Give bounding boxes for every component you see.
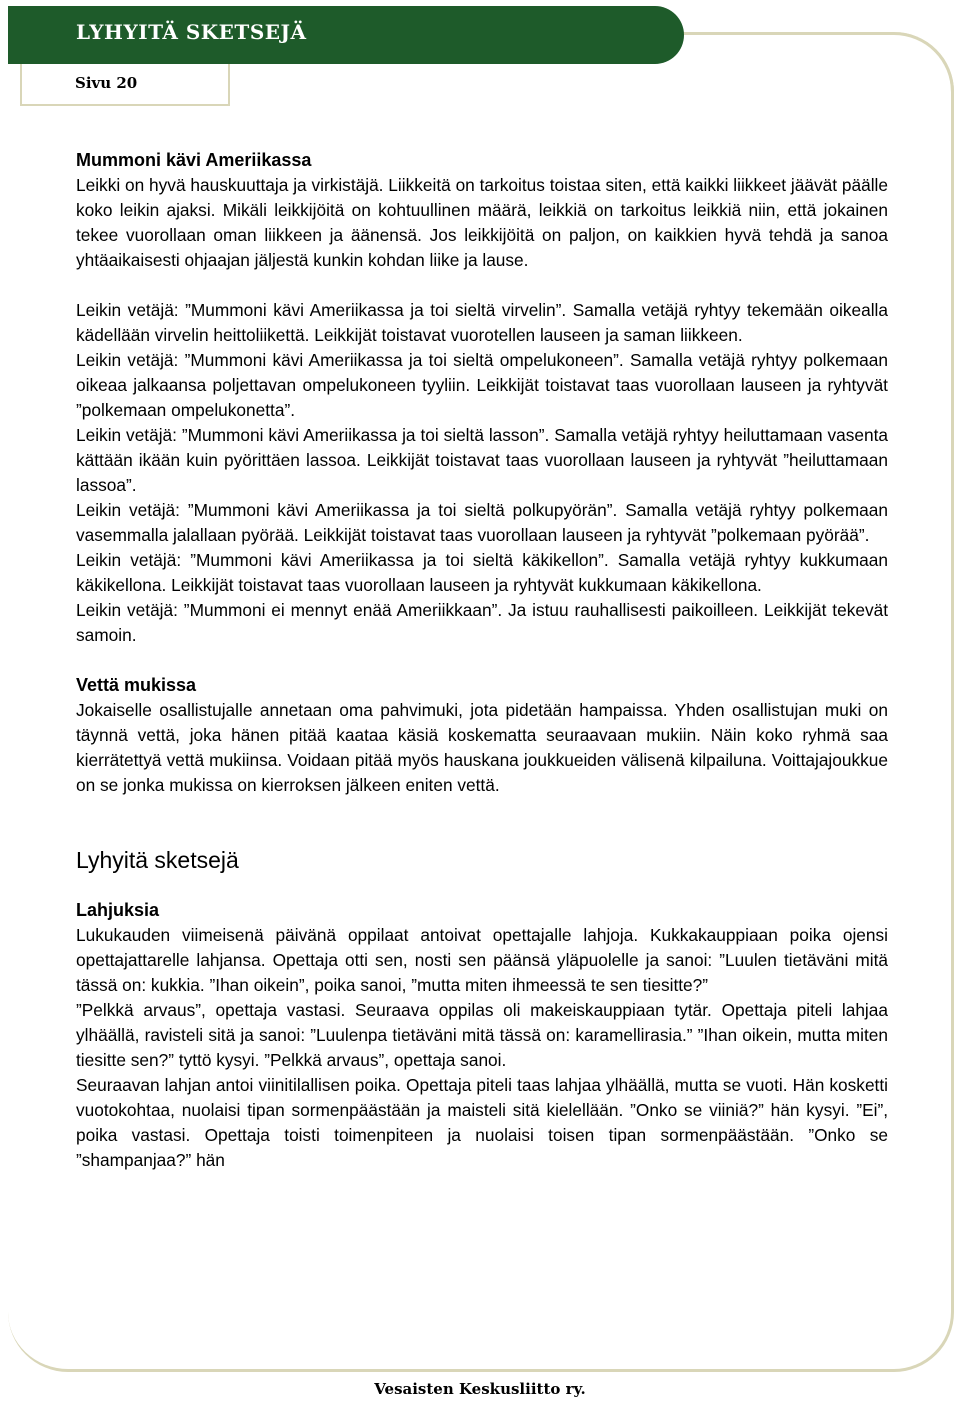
paragraph: Leikin vetäjä: ”Mummoni kävi Ameriikassa ja toi sieltä lasson”. Samalla vetäjä ryhtyy heiluttamaan vasenta kättään ikään kuin pyörittäen lassoa. Leikkijät toistavat taas vuorollaan lauseen ja ryhtyvät ”heiluttamaan lassoa”.: [76, 425, 888, 495]
paragraph: Leikki on hyvä hauskuuttaja ja virkistäjä. Liikkeitä on tarkoitus toistaa siten, että kaikki liikkeet jäävät päälle koko leikin ajaksi. Mikäli leikkijöitä on kohtuullinen määrä, leikkiä on tarkoitus leikkiä niin, että jokainen tekee vuorollaan oman liikkeen ja äänensä. Jos leikkijöitä on paljon, on kaikkien hyvä tehdä ja sanoa yhtäaikaisesti ohjaajan jäljestä kunkin kohdan liike ja lause.: [76, 175, 888, 270]
section-title-mummoni: Mummoni kävi Ameriikassa: [76, 150, 312, 170]
footer-org: Vesaisten Keskusliitto ry.: [374, 1380, 586, 1398]
document-content: [76, 148, 888, 1173]
section-title-lahjuksia: Lahjuksia: [76, 900, 160, 920]
paragraph: Seuraavan lahjan antoi viinitilallisen poika. Opettaja piteli taas lahjaa ylhäällä, mutta se vuoti. Hän kosketti vuotokohtaa, nuolaisi tipan sormenpäästään ja maisteli sitä kielellään. ”Onko se viiniä?” hän kysyi. ”Ei”, poika vastasi. Opettaja toisti toimenpiteen ja nuolaisi toisen tipan sormenpäästään. ”Onko se ”shampanjaa?” hän: [76, 1075, 888, 1170]
paragraph: Jokaiselle osallistujalle annetaan oma pahvimuki, jota pidetään hampaissa. Yhden osallistujan muki on täynnä vettä, joka hänen pitää kaataa käsiä koskematta seuraavaan mukiin. Näin koko ryhmä saa kierrätettyä vettä mukiinsa. Voidaan pitää myös hauskana joukkueiden välisenä kilpailuna. Voittajajoukkue on se jonka mukissa on kierroksen jälkeen eniten vettä.: [76, 700, 888, 795]
paragraph: Leikin vetäjä: ”Mummoni kävi Ameriikassa ja toi sieltä ompelukoneen”. Samalla vetäjä ryhtyy polkemaan oikeaa jalkaansa poljettavan ompelukoneen tyyliin. Leikkijät toistavat taas vuorollaan lauseen ja ryhtyvät ”polkemaan ompelukonetta”.: [76, 350, 888, 420]
page-number: Sivu 20: [75, 74, 138, 92]
paragraph: Lukukauden viimeisenä päivänä oppilaat antoivat opettajalle lahjoja. Kukkakauppiaan poika ojensi opettajattarelle lahjansa. Opettaja otti sen, nosti sen päänsä yläpuolelle ja sanoi: ”Luulen tietäväni mitä tässä on: kukkia. ”Ihan oikein”, poika sanoi, ”mutta miten ihmeessä te sen tiesitte?”: [76, 925, 888, 995]
section-heading-sketsit: Lyhyitä sketsejä: [76, 847, 239, 873]
paragraph: Leikin vetäjä: ”Mummoni kävi Ameriikassa ja toi sieltä käkikellon”. Samalla vetäjä ryhtyy kukkumaan käkikellona. Leikkijät toistavat taas vuorollaan lauseen ja ryhtyvät kukkumaan käkikellona.: [76, 550, 888, 595]
banner-title: LYHYITÄ SKETSEJÄ: [76, 20, 307, 44]
paragraph: Leikin vetäjä: ”Mummoni ei mennyt enää Ameriikkaan”. Ja istuu rauhallisesti paikoilleen. Leikkijät tekevät samoin.: [76, 600, 888, 645]
paragraph: Leikin vetäjä: ”Mummoni kävi Ameriikassa ja toi sieltä virvelin”. Samalla vetäjä ryhtyy tekemään oikealla kädellään virvelin heittoliikettä. Leikkijät toistavat vuorotellen lauseen ja saman liikkeen.: [76, 300, 888, 345]
paragraph: Leikin vetäjä: ”Mummoni kävi Ameriikassa ja toi sieltä polkupyörän”. Samalla vetäjä ryhtyy polkemaan vasemmalla jalallaan pyörää. Leikkijät toistavat taas vuorollaan lauseen ja ryhtyvät ”polkemaan pyörää”.: [76, 500, 888, 545]
section-title-vetta: Vettä mukissa: [76, 675, 197, 695]
paragraph: ”Pelkkä arvaus”, opettaja vastasi. Seuraava oppilas oli makeiskauppiaan tytär. Opettaja piteli lahjaa ylhäällä, ravisteli sitä ja sanoi: ”Luulenpa tietäväni mitä tässä on: karamellirasia.” ”Ihan oikein, mutta miten tiesitte sen?” tyttö kysyi. ”Pelkkä arvaus”, opettaja sanoi.: [76, 1000, 888, 1070]
